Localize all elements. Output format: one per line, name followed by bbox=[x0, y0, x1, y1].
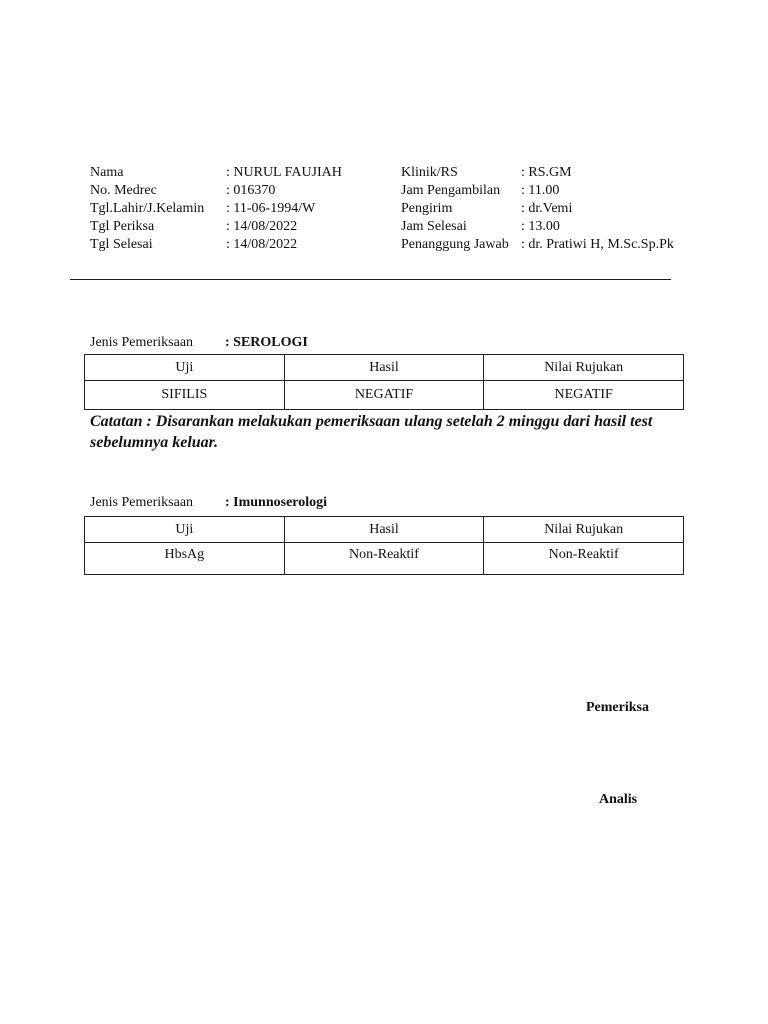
header-cell-hasil: Hasil bbox=[284, 517, 484, 543]
header-divider bbox=[70, 279, 671, 280]
header-cell-uji: Uji bbox=[85, 517, 285, 543]
info-row-finish-date bbox=[90, 236, 342, 254]
patient-info-right bbox=[401, 164, 674, 254]
exam-type-value: : Imunnoserologi bbox=[225, 495, 328, 510]
info-label: No. Medrec bbox=[90, 183, 157, 198]
info-label: Penanggung Jawab bbox=[401, 237, 509, 252]
patient-info-left bbox=[90, 164, 342, 254]
cell-nilai-rujukan: Non-Reaktif bbox=[484, 543, 684, 575]
info-value: : 11-06-1994/W bbox=[226, 201, 316, 216]
cell-hasil: Non-Reaktif bbox=[284, 543, 484, 575]
info-row-responsible bbox=[401, 236, 674, 254]
table-row bbox=[85, 381, 684, 410]
info-value: : NURUL FAUJIAH bbox=[226, 165, 342, 180]
info-row-medrec bbox=[90, 182, 342, 200]
info-row-birth-gender bbox=[90, 200, 342, 218]
info-value: : 14/08/2022 bbox=[226, 237, 298, 252]
info-value: : dr.Vemi bbox=[521, 201, 573, 216]
info-value: : 14/08/2022 bbox=[226, 219, 298, 234]
header-cell-uji: Uji bbox=[85, 355, 285, 381]
table-header-row bbox=[85, 355, 684, 381]
table-row bbox=[85, 543, 684, 575]
info-label: Jam Pengambilan bbox=[401, 183, 501, 198]
info-value: : 11.00 bbox=[521, 183, 560, 198]
info-label: Tgl.Lahir/J.Kelamin bbox=[90, 201, 205, 216]
note-text: Catatan : Disarankan melakukan pemeriksaan ulang setelah 2 minggu dari hasil test sebelumnya keluar. bbox=[90, 413, 653, 451]
cell-uji: HbsAg bbox=[85, 543, 285, 575]
info-row-sender bbox=[401, 200, 674, 218]
info-label: Tgl Selesai bbox=[90, 237, 153, 252]
cell-hasil: NEGATIF bbox=[284, 381, 484, 410]
signature-analis: Analis bbox=[599, 792, 638, 807]
header-cell-nilai-rujukan: Nilai Rujukan bbox=[484, 517, 684, 543]
exam-type-value: : SEROLOGI bbox=[225, 335, 308, 350]
imunnoserologi-table bbox=[84, 516, 684, 575]
info-label: Nama bbox=[90, 165, 124, 180]
info-label: Klinik/RS bbox=[401, 165, 458, 180]
info-row-finish-time bbox=[401, 218, 674, 236]
info-row-exam-date bbox=[90, 218, 342, 236]
info-value: : RS.GM bbox=[521, 165, 572, 180]
info-label: Tgl Periksa bbox=[90, 219, 155, 234]
header-cell-nilai-rujukan: Nilai Rujukan bbox=[484, 355, 684, 381]
header-cell-hasil: Hasil bbox=[284, 355, 484, 381]
exam-type-label: Jenis Pemeriksaan bbox=[90, 495, 194, 510]
info-row-nama bbox=[90, 164, 342, 182]
serologi-table bbox=[84, 354, 684, 410]
cell-uji: SIFILIS bbox=[85, 381, 285, 410]
info-value: : 016370 bbox=[226, 183, 276, 198]
info-label: Pengirim bbox=[401, 201, 453, 216]
table-header-row bbox=[85, 517, 684, 543]
exam-type-label: Jenis Pemeriksaan bbox=[90, 335, 194, 350]
signature-pemeriksa: Pemeriksa bbox=[586, 700, 649, 715]
info-row-clinic bbox=[401, 164, 674, 182]
info-value: : dr. Pratiwi H, M.Sc.Sp.Pk bbox=[521, 237, 674, 252]
info-label: Jam Selesai bbox=[401, 219, 467, 234]
info-row-sampling-time bbox=[401, 182, 674, 200]
cell-nilai-rujukan: NEGATIF bbox=[484, 381, 684, 410]
exam-type-serologi bbox=[90, 335, 308, 351]
exam-type-imunnoserologi bbox=[90, 495, 327, 511]
info-value: : 13.00 bbox=[521, 219, 560, 234]
